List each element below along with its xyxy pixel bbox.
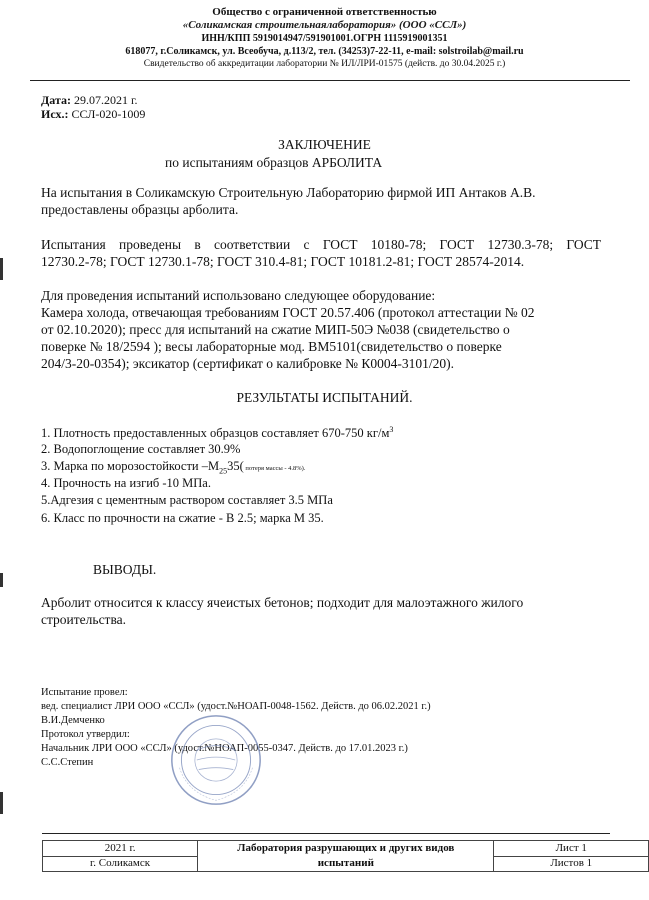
footer-row-1 [43, 841, 649, 857]
results-title: РЕЗУЛЬТАТЫ ИСПЫТАНИЙ. [236, 390, 413, 405]
footer-table [42, 840, 649, 872]
signature-line-6: С.С.Степин [41, 757, 94, 768]
meta-date-label: Дата: [41, 93, 71, 107]
letterhead-address: 618077, г.Соликамск, ул. Всеобуча, д.113/2, тел. (34253)7-22-11, e-mail: solstroilab@mail.ru [125, 46, 524, 57]
equipment-line-2: Камера холода, отвечающая требованиям ГОСТ 20.57.406 (протокол аттестации № 02 [41, 305, 535, 320]
letterhead-divider [30, 80, 630, 81]
signature-line-1: Испытание провел: [41, 687, 128, 698]
equipment-line-3: от 02.10.2020); пресс для испытаний на сжатие МИП-50Э №038 (свидетельство о [41, 322, 510, 337]
meta-ref-label: Исх.: [41, 107, 69, 121]
scan-edge-mark-1 [0, 258, 3, 280]
equipment-line-1: Для проведения испытаний использовано следующее оборудование: [41, 288, 436, 303]
letterhead-cert: Свидетельство об аккредитации лаборатории № ИЛ/ЛРИ-01575 (действ. до 30.04.2025 г.) [143, 59, 506, 69]
footer-sheets: Листов 1 [494, 856, 649, 872]
signature-line-5: Начальник ЛРИ ООО «ССЛ» (удост.№НОАП-0055-0347. Действ. до 17.01.2023 г.) [41, 743, 408, 754]
footer-divider [42, 833, 610, 834]
footer-lab-line-1: Лаборатория разрушающих и других видов [237, 842, 455, 854]
document-subtitle: по испытаниям образцов АРБОЛИТА [165, 155, 383, 170]
scan-edge-mark-2 [0, 573, 3, 587]
lab-stamp-seal [168, 712, 264, 808]
meta-date-value: 29.07.2021 г. [73, 93, 138, 107]
result-item-1-text: 1. Плотность предоставленных образцов составляет 670-750 кг/м [41, 426, 390, 441]
footer-lab-name [198, 841, 494, 872]
footer-lab-line-2: испытаний [317, 857, 374, 869]
scan-edge-mark-3 [0, 792, 3, 814]
result-item-3-note: потеря массы - 4.8%). [243, 465, 306, 472]
conclusions-line-1: Арболит относится к классу ячеистых бетонов; подходит для малоэтажного жилого [41, 595, 524, 610]
result-item-1-sup: 3 [389, 425, 394, 434]
footer-year: 2021 г. [43, 841, 198, 857]
letterhead-org: Общество с ограниченной ответственностью [212, 6, 437, 18]
result-item-1 [41, 425, 393, 441]
conclusions-title: ВЫВОДЫ. [93, 562, 157, 577]
signature-line-2: вед. специалист ЛРИ ООО «ССЛ» (удост.№НОАП-0048-1562. Действ. до 06.02.2021 г.) [41, 701, 431, 712]
letterhead-name: «Соликамская строительнаялаборатория» (ООО «ССЛ») [182, 19, 467, 31]
equipment-line-5: 204/3-20-0354); эксикатор (сертификат о калибровке № К0004-3101/20). [41, 356, 455, 371]
conclusions-line-2: строительства. [41, 612, 127, 627]
standards-line-2: 12730.2-78; ГОСТ 12730.1-78; ГОСТ 310.4-81; ГОСТ 10181.2-81; ГОСТ 28574-2014. [41, 254, 525, 269]
result-item-2: 2. Водопоглощение составляет 30.9% [41, 442, 241, 456]
meta-date [41, 93, 138, 107]
meta-ref [41, 107, 145, 121]
equipment-line-4: поверке № 18/2594 ); весы лабораторные мод. ВМ5101(свидетельство о поверке [41, 339, 502, 354]
result-item-4: 4. Прочность на изгиб -10 МПа. [41, 476, 211, 490]
letterhead [0, 6, 649, 71]
result-item-3-post: 35( [227, 459, 244, 473]
intro-paragraph: На испытания в Соликамскую Строительную Лабораторию фирмой ИП Антаков А.В. предоставлены образцы арболита. [41, 185, 536, 217]
standards-line-1: Испытания проведены в соответствии с ГОСТ 10180-78; ГОСТ 12730.3-78; ГОСТ [41, 237, 601, 252]
footer-city: г. Соликамск [43, 856, 198, 872]
result-item-6: 6. Класс по прочности на сжатие - В 2.5; марка М 35. [41, 511, 324, 525]
footer-sheet: Лист 1 [494, 841, 649, 857]
document-title: ЗАКЛЮЧЕНИЕ [278, 137, 371, 152]
result-item-5: 5.Адгезия с цементным раствором составляет 3.5 МПа [41, 493, 333, 507]
result-item-3-sub: 25 [219, 466, 228, 476]
letterhead-inn: ИНН/КПП 5919014947/591901001.ОГРН 1115919001351 [201, 33, 448, 44]
result-item-3 [41, 459, 305, 476]
signature-line-4: Протокол утвердил: [41, 729, 130, 740]
result-item-3-pre: 3. Марка по морозостойкости –M [41, 459, 220, 473]
meta-ref-value: ССЛ-020-1009 [71, 107, 146, 121]
signature-line-3: В.И.Демченко [41, 715, 105, 726]
